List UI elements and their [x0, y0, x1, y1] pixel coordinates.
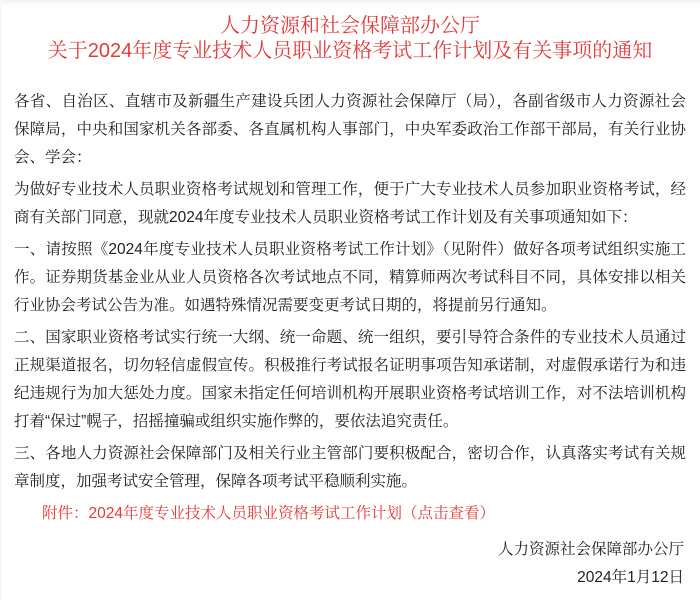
signature-block [14, 536, 686, 592]
item-2-paragraph: 二、国家职业资格考试实行统一大纲、统一命题、统一组织，要引导符合条件的专业技术人员通过正规渠道报名，切勿轻信虚假宣传。积极推行考试报名证明事项告知承诺制，对虚假承诺行为和违纪违规行为加大惩处力度。国家未指定任何培训机构开展职业资格考试培训工作，对不法培训机构打着“保过”幌子，招摇撞骗或组织实施作弊的，要依法追究责任。 [14, 329, 686, 430]
recipients-paragraph: 各省、自治区、直辖市及新疆生产建设兵团人力资源社会保障厅（局），各副省级市人力资源社会保障局，中央和国家机关各部委、各直属机构人事部门，中央军委政治工作部干部局，有关行业协会、学会： [14, 93, 686, 166]
signature-issuer: 人力资源社会保障部办公厅 [497, 541, 684, 558]
document-title [14, 14, 686, 64]
title-issuer: 人力资源和社会保障部办公厅 [220, 15, 480, 37]
title-subject: 关于2024年度专业技术人员职业资格考试工作计划及有关事项的通知 [47, 40, 653, 62]
item-3-paragraph: 三、各地人力资源社会保障部门及相关行业主管部门要积极配合，密切合作，认真落实考试有关规章制度，加强考试安全管理，保障各项考试平稳顺利实施。 [14, 445, 686, 490]
attachment-link[interactable]: 附件：2024年度专业技术人员职业资格考试工作计划（点击查看） [42, 505, 495, 522]
intro-paragraph: 为做好专业技术人员职业资格考试规划和管理工作，便于广大专业技术人员参加职业资格考试，经商有关部门同意，现就2024年度专业技术人员职业资格考试工作计划及有关事项通知如下： [14, 181, 686, 226]
attachment-line [14, 500, 686, 528]
item-1-paragraph: 一、请按照《2024年度专业技术人员职业资格考试工作计划》（见附件）做好各项考试组织实施工作。证券期货基金业从业人员资格各次考试地点不同，精算师两次考试科目不同，具体安排以相关行业协会考试公告为准。如遇特殊情况需要变更考试日期的，将提前另行通知。 [14, 241, 686, 314]
signature-date: 2024年1月12日 [577, 569, 684, 586]
